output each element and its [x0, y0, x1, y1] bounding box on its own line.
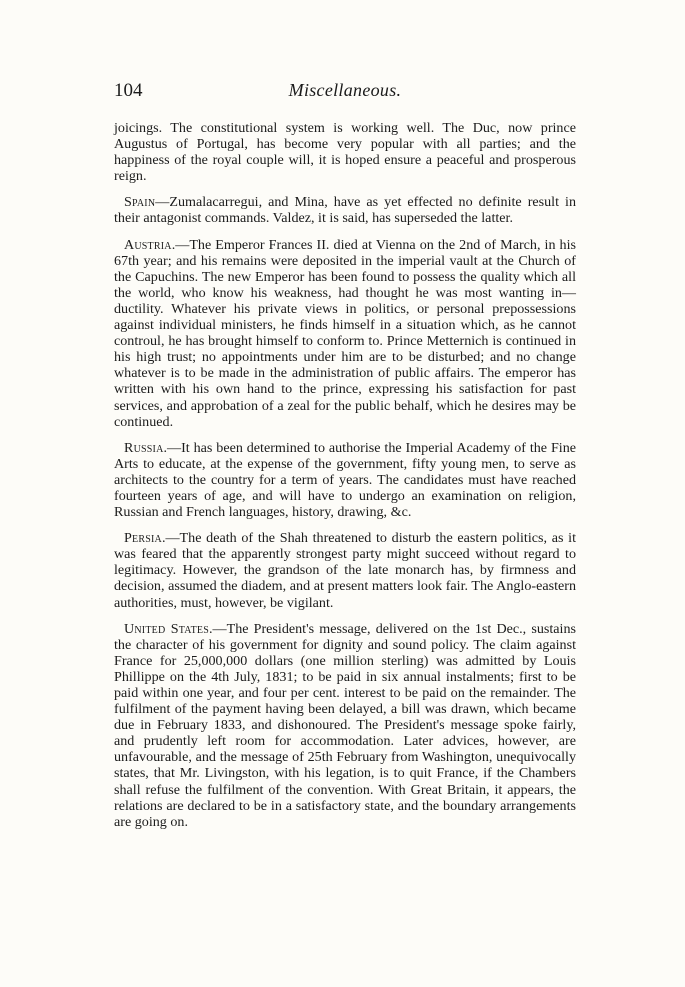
page-number: 104 [114, 80, 143, 101]
paragraph-persia [114, 530, 576, 610]
paragraph-russia [114, 440, 576, 520]
paragraph-text: .—The death of the Shah threatened to disturb the eastern politics, as it was feared that the apparently strongest party might succeed without regard to legitimacy. However, the grandson of the late monarch has, by firmness and decision, assumed the diadem, and at present matters look fair. The Anglo-eastern authorities, must, however, be vigilant. [114, 530, 576, 611]
paragraph-text: —Zumalacarregui, and Mina, have as yet effected no definite result in their antagonist commands. Valdez, it is said, has superseded the latter. [114, 194, 576, 227]
section-head-austria: Austria [124, 236, 172, 253]
paragraph-austria [114, 237, 576, 430]
paragraph-united-states [114, 621, 576, 830]
section-head-spain: Spain [124, 194, 156, 211]
running-head [114, 80, 576, 106]
paragraph-text: .—The Emperor Frances II. died at Vienna on the 2nd of March, in his 67th year; and his remains were deposited in the imperial vault at the Church of the Capuchins. The new Emperor has been found to possess the quality which all the world, who know his weakness, had thought he was most wanting in—ductility. Whatever his private views in politics, or personal prepossessions against individual ministers, he finds himself in a situation which, as he cannot controul, he has brought himself to conform to. Prince Metternich is continued in his high trust; no appointments under him are to be disturbed; and no change whatever is to be made in the administration of public affairs. The emperor has written with his own hand to the prince, expressing his satisfaction for past services, and approbation of a zeal for the public behalf, which he desires may be continued. [114, 236, 576, 430]
paragraph-spain [114, 194, 576, 226]
section-head-russia: Russia [124, 439, 164, 456]
section-head-united-states: United States [124, 620, 209, 637]
running-title: Miscellaneous. [288, 80, 402, 100]
paragraph-text: .—It has been determined to authorise the Imperial Academy of the Fine Arts to educate, at the expense of the government, fifty young men, to serve as architects to the country for a term of years. The candidates must have reached fourteen years of age, and will have to undergo an examination on religion, Russian and French languages, history, drawing, &c. [114, 439, 576, 521]
paragraph-text: joicings. The constitutional system is working well. The Duc, now prince Augustus of Portugal, has become very popular with all parties; and the happiness of the royal couple will, it is hoped ensure a peaceful and prosperous reign. [114, 120, 576, 185]
paragraph-continuation [114, 120, 576, 184]
section-head-persia: Persia [124, 530, 162, 547]
paragraph-text: .—The President's message, delivered on the 1st Dec., sustains the character of his government for dignity and sound policy. The claim against France for 25,000,000 dollars (one million sterling) was admitted by Louis Phillippe on the 4th July, 1831; to be paid in six annual instalments; first to be paid within one year, and four per cent. interest to be paid on the remainder. The fulfilment of the payment having been delayed, a bill was drawn, which became due in February 1833, and dishonoured. The President's message spoke fairly, and prudently left room for accommodation. Later advices, however, are unfavourable, and the message of 25th February from Washington, unequivocally states, that Mr. Livingston, with his legation, is to quit France, if the Chambers shall refuse the fulfilment of the convention. With Great Britain, it appears, the relations are declared to be in a satisfactory state, and the boundary arrangements are going on. [114, 620, 576, 830]
book-page [114, 80, 576, 840]
